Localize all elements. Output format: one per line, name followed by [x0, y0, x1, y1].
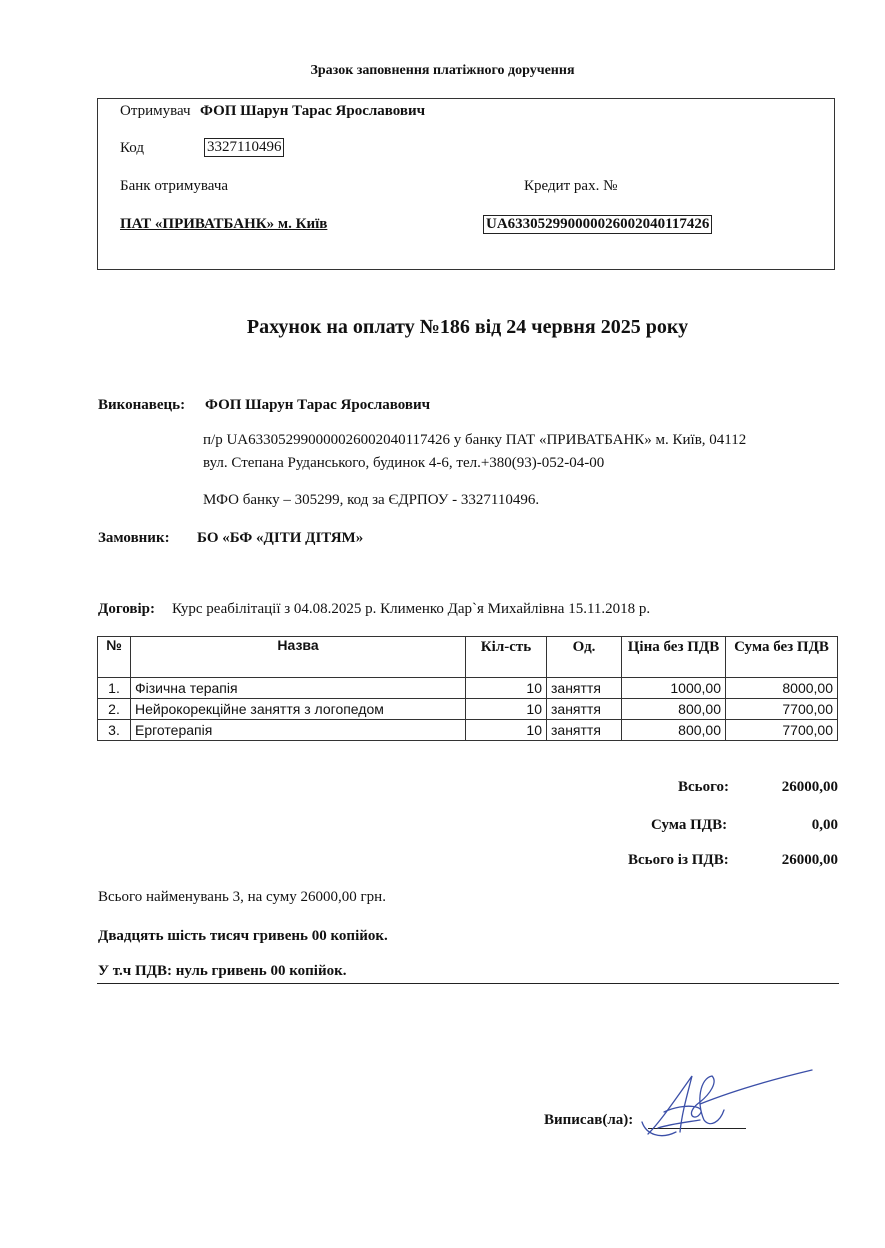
col-unit-header: Од.: [547, 637, 622, 678]
row-sum: 8000,00: [726, 678, 838, 699]
total-with-vat-value: 26000,00: [781, 852, 838, 868]
sample-title: Зразок заповнення платіжного доручення: [310, 63, 575, 78]
row-sum: 7700,00: [726, 720, 838, 741]
total-with-vat-label: Всього із ПДВ:: [628, 852, 729, 868]
row-name: Ерготерапія: [131, 720, 466, 741]
vat-value: 0,00: [811, 817, 838, 833]
iban-value: UA633052990000026002040117426: [483, 215, 712, 234]
items-count-line: Всього найменувань 3, на суму 26000,00 грн.: [98, 889, 386, 905]
col-sum-header: Сума без ПДВ: [726, 637, 838, 678]
contract-label: Договір:: [98, 601, 155, 617]
col-number-header: №: [98, 637, 131, 678]
vat-in-words: У т.ч ПДВ: нуль гривень 00 копійок.: [98, 963, 347, 979]
customer-name: БО «БФ «ДІТИ ДІТЯМ»: [197, 530, 364, 546]
recipient-label: Отримувач: [120, 103, 191, 119]
row-name: Фізична терапія: [131, 678, 466, 699]
table-row: [98, 720, 838, 741]
executor-account-line: п/р UA633052990000026002040117426 у банку ПАТ «ПРИВАТБАНК» м. Київ, 04112: [203, 432, 747, 448]
row-number: 1.: [98, 678, 131, 699]
code-value: 3327110496: [204, 138, 284, 157]
row-unit: заняття: [547, 720, 622, 741]
recipient-box: [97, 98, 835, 270]
executor-mfo-line: МФО банку – 305299, код за ЄДРПОУ - 3327110496.: [203, 492, 540, 508]
col-price-header: Ціна без ПДВ: [622, 637, 726, 678]
row-qty: 10: [466, 678, 547, 699]
total-label: Всього:: [678, 779, 730, 795]
row-number: 3.: [98, 720, 131, 741]
row-price: 1000,00: [622, 678, 726, 699]
row-price: 800,00: [622, 720, 726, 741]
table-row: [98, 699, 838, 720]
row-qty: 10: [466, 720, 547, 741]
recipient-name: ФОП Шарун Тарас Ярославович: [200, 103, 426, 119]
table-row: [98, 678, 838, 699]
vat-label: Сума ПДВ:: [651, 817, 728, 833]
row-number: 2.: [98, 699, 131, 720]
table-header-row: [98, 637, 838, 678]
col-qty-header: Кіл-сть: [466, 637, 547, 678]
bank-name: ПАТ «ПРИВАТБАНК» м. Київ: [120, 216, 328, 232]
row-name: Нейрокорекційне заняття з логопедом: [131, 699, 466, 720]
total-value: 26000,00: [781, 779, 838, 795]
executor-name: ФОП Шарун Тарас Ярославович: [205, 397, 431, 413]
executor-address-line: вул. Степана Руданського, будинок 4-6, тел.+380(93)-052-04-00: [203, 455, 605, 471]
credit-account-label: Кредит рах. №: [524, 178, 618, 194]
code-label: Код: [120, 140, 144, 156]
amount-in-words: Двадцять шість тисяч гривень 00 копійок.: [98, 928, 388, 944]
contract-text: Курс реабілітації з 04.08.2025 р. Клименко Дар`я Михайлівна 15.11.2018 р.: [172, 601, 651, 617]
row-unit: заняття: [547, 678, 622, 699]
row-sum: 7700,00: [726, 699, 838, 720]
bank-label: Банк отримувача: [120, 178, 229, 194]
row-unit: заняття: [547, 699, 622, 720]
invoice-title: Рахунок на оплату №186 від 24 червня 2025 року: [246, 316, 689, 338]
customer-label: Замовник:: [98, 530, 170, 546]
col-name-header: Назва: [131, 637, 466, 678]
executor-label: Виконавець:: [98, 397, 186, 413]
items-table: [97, 636, 838, 741]
row-qty: 10: [466, 699, 547, 720]
signature-label: Виписав(ла):: [544, 1112, 634, 1128]
row-price: 800,00: [622, 699, 726, 720]
divider-line: [97, 983, 839, 984]
handwritten-signature: [640, 1062, 820, 1142]
